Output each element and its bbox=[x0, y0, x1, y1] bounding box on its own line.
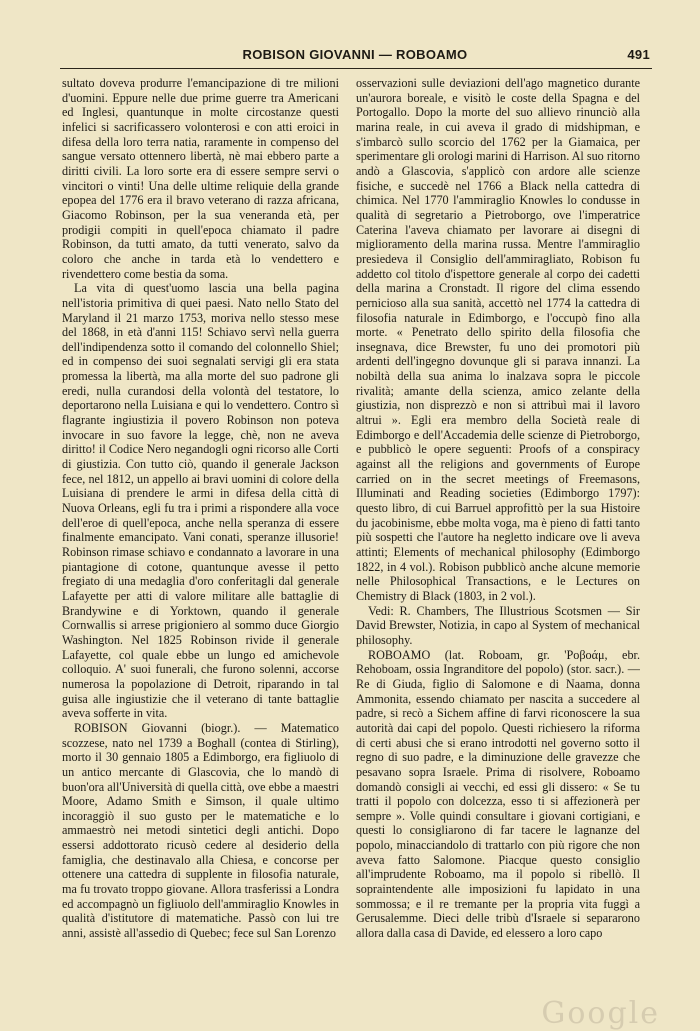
references-paragraph: Vedi: R. Chambers, The Illustrious Scotsmen — Sir David Brewster, Notizia, in capo al System of mechanical philosophy. bbox=[356, 603, 640, 647]
header-title: ROBISON GIOVANNI — ROBOAMO bbox=[242, 47, 468, 62]
entry-robison-giovanni: ROBISON Giovanni (biogr.). — Matematico scozzese, nato nel 1739 a Boghall (contea di Stirling), morto il 30 gennaio 1805 a Edimborgo, era figliuolo di un antico mercante di Glascovia, che lo mandò di buon'ora all'Università di quella città, ove ebbe a maestri Moore, Adamo Smith e Simson, il quale ultimo incoraggiò il suo gusto per le matematiche e lo ammaestrò nei metodi sintetici degli antichi. Dopo essersi addottorato ricusò cedere al desiderio della famiglia, che destinavalo alla Chiesa, e concorse per ottenere una cattedra di supplente in filosofia naturale, ma fu trovato troppo giovane. Allora trasferissi a Londra ed accompagnò un figliuolo dell'ammiraglio Knowles in qualità d'istitutore di matematiche. Passò con lui tre anni, assistè all'assedio di Quebec; fece sul San Lorenzo bbox=[62, 720, 339, 941]
paragraph: sultato doveva produrre l'emancipazione di tre milioni d'uomini. Eppure nelle due prime guerre tra Americani ed Inglesi, quantunque in molte circostanze questi infelici si sacrificassero volonterosi e con atti eroici in difesa della loro terra natia, raramente in compenso del sangue versato ottennero libertà, nè mai ebbero parte a diritti civili. La loro sorte era di essere sempre servi o vincitori o vinti! Una delle ultime reliquie della grande epopea del 1776 era il bravo veterano di razza africana, Giacomo Robinson, per la sua veneranda età, per prodigii compiti in quell'epoca chiamato il padre Robinson, da tutti amato, da tutti venerato, salvo da coloro che anche in tarda età lo vendettero e rivendettero come bestia da soma. bbox=[62, 76, 339, 281]
header-rule bbox=[60, 68, 652, 69]
right-column bbox=[356, 76, 640, 996]
watermark: Google bbox=[541, 996, 660, 1031]
page-number: 491 bbox=[627, 47, 650, 62]
entry-roboamo: ROBOAMO (lat. Roboam, gr. 'Ροβοάμ, ebr. Rehoboam, ossia Ingranditore del popolo) (stor. sacr.). — Re di Giuda, figlio di Salomone e di Naama, donna Ammonita, essendo chiamato per nascita a succedere al padre, si recò a Sichem affine di farvi riconoscere la sua autorità dai capi del popolo. Questi richiesero la riforma di certi abusi che si erano introdotti nel governo sotto il regno di suo padre, e la diminuzione delle gravezze che pesavano sopra Israele. Prima di risolvere, Roboamo domandò consigli ai vecchi, ed essi gli dissero: « Se tu tratti il popolo con dolcezza, esso ti si affezionerà per sempre ». Volle quindi consultare i giovani cortigiani, e questi lo consigliarono di far tacere le lagnanze del popolo, minacciandolo di trattarlo con più rigore che non aveva fatto Salomone. Piacque questo consiglio all'imprudente Roboamo, ma il popolo si ribellò. Il sopraintendente alle imposizioni fu lapidato in una sommossa; e il re tremante per la propria vita fuggì a Gerusalemme. Dieci delle tribù d'Israele si separarono allora dalla casa di Davide, ed elessero a loro capo bbox=[356, 647, 640, 941]
left-column bbox=[62, 76, 339, 996]
paragraph: La vita di quest'uomo lascia una bella pagina nell'istoria primitiva di quei paesi. Nato nello Stato del Maryland il 21 marzo 1753, moriva nello stesso mese del 1868, in età d'anni 115! Schiavo servì nella guerra dell'indipendenza sotto il comando del colonnello Shiel; ed in compenso dei suoi segnalati servigi gli era stata promessa la libertà, ma alla morte del suo padrone gli eredi, nulla curandosi della volontà del testatore, lo deportarono nella Luisiana e qui lo vendettero. Contro sì flagrante ingiustizia il povero Robinson non poteva invocare in suo favore la legge, chè, non ne aveva diritto! il Codice Nero negandogli ogni ricorso alle Corti di giustizia. Con tutto ciò, quando il generale Jackson fece, nel 1812, un appello ai bravi uomini di colore della Luisiana di prendere le armi in difesa della città di Nuova Orleans, egli fu tra i primi a rispondere alla voce dell'eroe di quell'epoca, anche nella speranza di essere finalmente emancipato. Vani conati, speranze illusorie! Robinson rimase schiavo e condannato a lavorare in una piantagione di cotone, quantunque avesse il petto fregiato di una medaglia d'oro conferitagli dal generale Lafayette per atti di valore militare alle battaglie di Brandywine e di Yorktown, quando il generale Cornwallis si arrese prigioniero al sommo duce Giorgio Washington. Nel 1825 Robinson rivide il generale Lafayette, col quale ebbe un lungo ed amichevole colloquio. A' suoi funerali, che furono solenni, accorse numerosa la popolazione di Detroit, riparando in tal guisa alle ingiustizie che il veterano di tante battaglie aveva sofferte in vita. bbox=[62, 281, 339, 721]
running-header bbox=[60, 47, 650, 67]
paragraph: osservazioni sulle deviazioni dell'ago magnetico durante un'aurora boreale, e visitò le coste della Spagna e del Portogallo. Dopo la morte del suo allievo rinunciò alla marina reale, in cui aveva il grado di midshipman, e s'imbarcò sullo scorcio del 1762 per la Giamaica, per sperimentare gli orologi marini di Harrison. Al suo ritorno andò a Glascovia, s'applicò con ardore alle scienze fisiche, e succedè nel 1766 a Black nella cattedra di chimica. Nel 1770 l'ammiraglio Knowles lo condusse in qualità di segretario a Pietroborgo, ove l'imperatrice Caterina l'aveva chiamato per lavorare ai disegni di miglioramento della marina russa. Mentre l'ammiraglio presiedeva il Consiglio dell'ammiragliato, Robison fu addetto col titolo d'ispettore generale al corpo dei cadetti della marina a Cronstadt. Il rigore del clima essendo pernicioso alla sua sanità, accettò nel 1774 la cattedra di filosofia naturale in Edimborgo, e l'occupò fino alla morte. « Penetrato dello spirito della filosofia che insegnava, dice Brewster, fu uno dei promotori più ardenti dell'ingegno dovunque gli si parava innanzi. La nobiltà della sua anima lo inalzava sopra le piccole rivalità; amante della scienza, amico zelante della giustizia, non disprezzò e non si attribuì mai il lavoro altrui ». Egli era membro della Società reale di Edimborgo e dell'Accademia delle scienze di Pietroborgo, e pubblicò le opere seguenti: Proofs of a conspiracy against all the religions and governments of Europe carried on in the secret meetings of Freemasons, Illuminati and Reading societies (Edimborgo 1797): questo libro, di cui Barruel approfittò per la sua Histoire du jacobinisme, ebbe molta voga, ma è pieno di fatti tanto più sospetti che l'autore ha negletto indicare ove li aveva attinti; Elements of mechanical philosophy (Edimborgo 1822, in 4 vol.). Robison pubblicò anche alcune memorie nelle Philosophical Transactions, e le Lectures on Chemistry di Black (1803, in 2 vol.). bbox=[356, 76, 640, 603]
